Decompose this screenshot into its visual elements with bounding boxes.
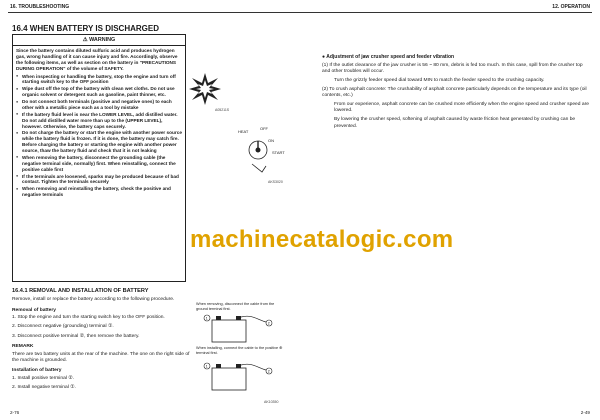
warning-bullet: ● Do not connect both terminals (positive and negative ones) to each other with a metallic piece such as a tool by mistake xyxy=(16,99,182,111)
battery-fig-code: AKS3020 xyxy=(268,180,283,184)
removal-figure-caption-top: When removing, disconnect the cable from the ground terminal first. xyxy=(196,302,275,311)
warning-text xyxy=(13,46,185,201)
warning-bullet: ● If the terminals are loosened, sparks may be produced because of bad contact. Tighten the terminals securely xyxy=(16,174,182,186)
page-number-left: 2-76 xyxy=(10,410,20,415)
warning-intro: Since the battery contains diluted sulfuric acid and produces hydrogen gas, wrong handling of it can cause injury and fire. Accordingly, observe the following items, as well as section on the battery in "PRECAUTIONS DURING OPERATION" of the volume of SAFETY. xyxy=(16,48,178,71)
remark-text: There are two battery units at the rear of the machine. The one on the right side of the machine is grounded. xyxy=(12,351,190,363)
warning-header xyxy=(13,35,185,46)
install-heading: Installation of battery xyxy=(12,368,62,374)
switch-off-label: OFF xyxy=(260,126,268,131)
svg-text:2: 2 xyxy=(267,369,270,374)
right-para-1b: Turn the grizzly feeder speed dial toward MIN to match the feeder speed to the crushing capacity. xyxy=(334,77,545,83)
svg-text:1: 1 xyxy=(205,316,208,321)
switch-start-label: START xyxy=(272,150,285,155)
page-number-right: 2-49 xyxy=(580,410,590,415)
warning-bullets xyxy=(16,74,182,199)
warning-label: WARNING xyxy=(89,37,116,43)
remark-heading: REMARK xyxy=(12,344,34,350)
removal-intro: Remove, install or replace the battery according to the following procedure. xyxy=(12,297,175,303)
bullet-icon: ● xyxy=(322,54,326,60)
battery-diagram xyxy=(196,312,284,412)
right-heading-text: Adjustment of jaw crusher speed and feeder vibration xyxy=(326,54,455,60)
section-title: 16.4 WHEN BATTERY IS DISCHARGED xyxy=(12,24,159,33)
right-para-2c: By lowering the crusher speed, softening of asphalt caused by waste friction heat generated by crushing can be prevented. xyxy=(334,117,576,129)
warning-bullet: ● Wipe dust off the top of the battery with clean wet cloths. Do not use organic solvent or detergent such as gasoline, paint thinner, etc. xyxy=(16,86,182,98)
svg-text:2: 2 xyxy=(267,321,270,326)
warning-triangle-icon: ⚠ xyxy=(82,37,88,43)
removal-section xyxy=(12,288,194,394)
removal-title: 16.4.1 REMOVAL AND INSTALLATION OF BATTERY xyxy=(12,288,149,294)
battery-removal-figure xyxy=(196,302,284,412)
header-left: 16. TROUBLESHOOTING xyxy=(10,4,70,10)
warning-bullet: ● Do not charge the battery or start the engine with another power source while the battery fluid is frozen. If it is done, the battery may catch fire. Before charging the battery or starting the engine with another power source, thaw the battery fluid and check that it is not leaking xyxy=(16,130,182,154)
switch-heat-label: HEAT xyxy=(238,129,249,134)
right-para-1: (1) If the outlet clearance of the jaw crusher is 56 ~ 80 mm, debris is fed too much. In this case, spill from the crusher top and other troubles will occur. xyxy=(322,62,583,75)
switch-on-label: ON xyxy=(268,138,274,143)
install-step: 1. Install positive terminal ②. xyxy=(12,375,75,381)
warning-bullet: ● When inspecting or handling the battery, stop the engine and turn off starting switch key to the OFF position xyxy=(16,74,182,86)
install-step: 2. Install negative terminal ①. xyxy=(12,385,76,391)
svg-text:1: 1 xyxy=(205,364,208,369)
warning-box xyxy=(12,34,186,282)
right-para-2b: From our experience, asphalt concrete can be crushed more efficiently when the engine speed and crusher speed are lowered. xyxy=(334,101,589,114)
explosion-icon xyxy=(188,72,222,106)
removal-step: 1. Stop the engine and turn the starting switch key to the OFF position. xyxy=(12,315,165,321)
header-rule xyxy=(8,12,592,13)
header-right: 12. OPERATION xyxy=(552,4,590,10)
warning-bullet: ● When removing the battery, disconnect the grounding cable (the negative terminal side, normally) first. When reinstalling, connect the positive cable first xyxy=(16,155,182,173)
warning-bullet: ● When removing and reinstalling the battery, check the positive and negative terminals xyxy=(16,186,182,198)
explosion-code: A05211S xyxy=(215,108,230,112)
removal-fig-code: AK10350 xyxy=(264,400,279,404)
removal-step: 3. Disconnect positive terminal ②, then remove the battery. xyxy=(12,333,140,339)
removal-heading: Removal of battery xyxy=(12,307,57,313)
starting-switch-figure xyxy=(232,120,290,178)
warning-bullet: ● If the battery fluid level is near the LOWER LEVEL, add distilled water. Do not add distilled water more than up to the (UPPER LEVEL), however. Otherwise, the battery caps securely. xyxy=(16,112,182,130)
watermark-text: machinecatalogic.com xyxy=(190,226,454,253)
removal-step: 2. Disconnect negative (grounding) terminal ①. xyxy=(12,324,114,330)
right-column xyxy=(322,54,592,132)
right-para-2: (2) To crush asphalt concrete: The crushability of asphalt concrete particularly depends on the temperature and its type (oil contents, etc.) xyxy=(322,86,587,99)
right-heading xyxy=(322,54,592,61)
removal-figure-caption-bottom: When installing, connect the cable to the positive ⊕ terminal first. xyxy=(196,346,283,355)
